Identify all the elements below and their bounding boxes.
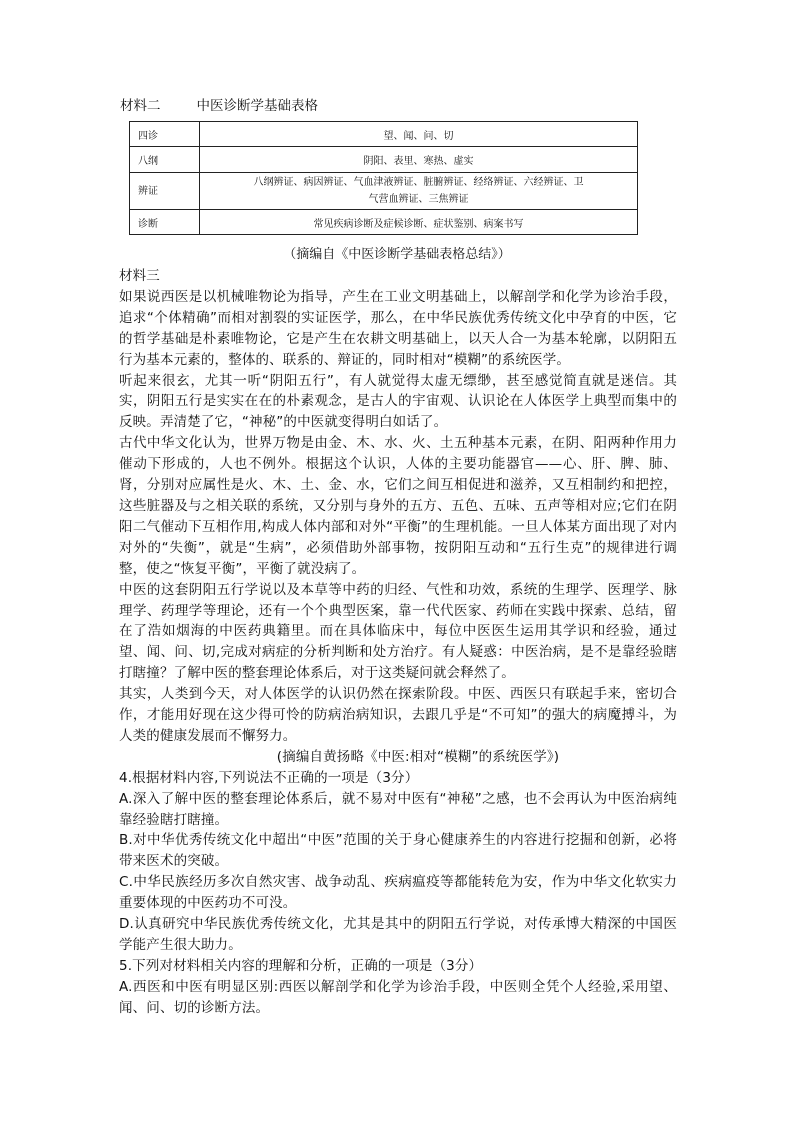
table-value-line: 八纲辨证、病因辨证、气血津液辨证、脏腑辨证、经络辨证、六经辨证、卫 bbox=[253, 177, 584, 188]
table-value: 望、闻、问、切 bbox=[200, 122, 638, 147]
paragraph: 听起来很玄，尤其一听“阴阳五行”，有人就觉得太虚无缥缈，甚至感觉简直就是迷信。其实，阴阳五行是实实在在的朴素观念，是古人的宇宙观、认识论在人体医学上典型而集中的反映。弄清楚了它，“神秘”的中医就变得明白如话了。 bbox=[119, 372, 677, 431]
material2-label: 材料二 bbox=[120, 98, 161, 114]
table-value-line: 气营血辨证、三焦辨证 bbox=[368, 194, 469, 205]
question-4-option-d: D.认真研究中华民族优秀传统文化，尤其是其中的阴阳五行学说，对传承博大精深的中国医学能产生很大助力。 bbox=[119, 916, 677, 953]
table-value: 常见疾病诊断及症候诊断、症状鉴别、病案书写 bbox=[200, 210, 638, 235]
table-row bbox=[130, 210, 638, 235]
paragraph: 中医的这套阴阳五行学说以及本草等中药的归经、气性和功效，系统的生理学、医理学、脉理学、药理学等理论，还有一个个典型医案，靠一代代医家、药师在实践中探索、总结，留在了浩如烟海的中医药典籍里。而在具体临床中，每位中医医生运用其学识和经验，通过望、闻、问、切,完成对病症的分析判断和处方治疗。有人疑惑：中医治病，是不是靠经验瞎打瞎撞？了解中医的整套理论体系后，对于这类疑问就会释然了。 bbox=[119, 581, 677, 682]
material3-label: 材料三 bbox=[119, 268, 160, 284]
table-value: 阴阳、表里、寒热、虚实 bbox=[200, 147, 638, 173]
table-key: 辨证 bbox=[130, 173, 200, 210]
table-row bbox=[130, 122, 638, 147]
question-4-option-a: A.深入了解中医的整套理论体系后，就不易对中医有“神秘”之感，也不会再认为中医治病纯靠经验瞎打瞎撞。 bbox=[119, 790, 677, 828]
document-body bbox=[119, 266, 677, 1019]
question-4-option-c: C.中华民族经历多次自然灾害、战争动乱、疾病瘟疫等都能转危为安，作为中华文化软实力重要体现的中医药功不可没。 bbox=[119, 874, 677, 912]
table-row bbox=[130, 147, 638, 173]
question-5-option-a: A.西医和中医有明显区别:西医以解剖学和化学为诊治手段，中医则全凭个人经验,采用望、闻、问、切的诊断方法。 bbox=[119, 978, 677, 1016]
table-value bbox=[200, 173, 638, 210]
paragraph: 如果说西医是以机械唯物论为指导，产生在工业文明基础上，以解剖学和化学为诊治手段，追求“个体精确”而相对割裂的实证医学，那么，在中华民族优秀传统文化中孕育的中医，它的哲学基础是朴素唯物论，它是产生在农耕文明基础上，以天人合一为基本轮廓，以阴阳五行为基本元素的，整体的、联系的、辩证的，同时相对“模糊”的系统医学。 bbox=[119, 288, 677, 368]
table-key: 四诊 bbox=[130, 122, 200, 147]
question-4-stem: 4.根据材料内容,下列说法不正确的一项是（3分） bbox=[119, 769, 419, 786]
paragraph: 古代中华文化认为，世界万物是由金、木、水、火、土五种基本元素，在阴、阳两种作用力催动下形成的，人也不例外。根据这个认识，人体的主要功能器官——心、肝、脾、肺、肾，分别对应属性是火、木、土、金、水，它们之间互相促进和滋养，又互相制约和把控，这些脏器及与之相关联的系统，又分别与身外的五方、五色、五味、五声等相对应;它们在阴阳二气催动下互相作用,构成人体内部和对外“平衡”的生理机能。一旦人体某方面出现了对内对外的“失衡”，就是“生病”，必须借助外部事物，按阴阳互动和“五行生克”的规律进行调整，使之“恢复平衡”，平衡了就没病了。 bbox=[119, 435, 677, 577]
question-5-stem: 5.下列对材料相关内容的理解和分析，正确的一项是（3分） bbox=[119, 957, 483, 974]
table-key: 八纲 bbox=[130, 147, 200, 173]
table-key: 诊断 bbox=[130, 210, 200, 235]
material3-source-citation: (摘编自黄扬略《中医:相对“模糊”的系统医学》) bbox=[276, 748, 560, 765]
paragraph: 其实，人类到今天，对人体医学的认识仍然在探索阶段。中医、西医只有联起手来，密切合作，才能用好现在这少得可怜的防病治病知识，去跟几乎是“不可知”的强大的病魔搏斗，为人类的健康发展而不懈努力。 bbox=[119, 686, 677, 744]
material2-heading bbox=[120, 96, 318, 116]
tcm-diagnosis-table bbox=[129, 121, 638, 235]
table-row bbox=[130, 173, 638, 210]
table-source-citation: （摘编自《中医诊断学基础表格总结》） bbox=[283, 247, 511, 262]
question-4-option-b: B.对中华优秀传统文化中超出“中医”范围的关于身心健康养生的内容进行挖掘和创新，必将带来医术的突破。 bbox=[119, 832, 677, 870]
material2-title: 中医诊断学基础表格 bbox=[196, 98, 318, 114]
